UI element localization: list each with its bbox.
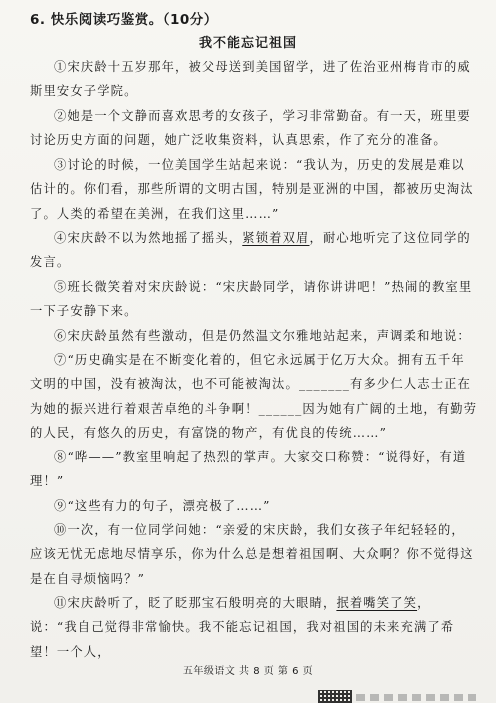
paragraph-text: ⑦“历史确实是在不断变化着的，但它永远属于亿万大众。拥有五千年文明的中国，没有被淘汰，也不可能被淘汰。_______有多少仁人志士正在为她的振兴进行着艰苦卓绝的斗争啊！______因为她有广阔的土地，有勤劳的人民，有悠久的历史，有富饶的物产，有优良的传统……” bbox=[30, 353, 478, 440]
underlined-phrase: 紧锁着双眉 bbox=[242, 231, 310, 245]
paragraph-text: ，说：“我自己觉得非常愉快。我不能忘记祖国，我对祖国的未来充满了希望！一个人， bbox=[30, 596, 455, 659]
paragraph-2 bbox=[30, 104, 478, 153]
article-title: 我不能忘记祖国 bbox=[198, 36, 297, 51]
paragraph-8 bbox=[30, 445, 478, 494]
paragraph-text: ④宋庆龄不以为然地摇了摇头， bbox=[54, 231, 243, 245]
paragraph-1 bbox=[30, 55, 478, 104]
paragraph-text: ⑥宋庆龄虽然有些激动，但是仍然温文尔雅地站起来，声调柔和地说： bbox=[54, 329, 471, 343]
paragraph-11 bbox=[30, 591, 478, 664]
paragraph-text: ①宋庆龄十五岁那年，被父母送到美国留学，进了佐治亚州梅肯市的威斯里安女子学院。 bbox=[30, 60, 471, 99]
qr-code-icon bbox=[318, 690, 352, 703]
paragraph-text: ⑤班长微笑着对宋庆龄说：“宋庆龄同学，请你讲讲吧！”热闹的教室里一下子安静下来。 bbox=[30, 280, 473, 319]
paragraph-text: ③讨论的时候，一位美国学生站起来说：“我认为，历史的发展是难以估计的。你们看，那些所谓的文明古国，特别是亚洲的中国，都被历史淘汰了。人类的希望在美洲，在我们这里……” bbox=[30, 158, 474, 221]
paragraph-9 bbox=[30, 494, 478, 518]
paragraph-7 bbox=[30, 348, 478, 445]
paragraph-3 bbox=[30, 153, 478, 226]
underlined-phrase: 抿着嘴笑了笑 bbox=[336, 596, 418, 610]
paragraph-text: ⑩一次，有一位同学问她：“亲爱的宋庆龄，我们女孩子年纪轻轻的，应该无忧无虑地尽情享乐，你为什么总是想着祖国啊、大众啊？你不觉得这是在自寻烦恼吗？” bbox=[30, 523, 474, 586]
paragraph-5 bbox=[30, 275, 478, 324]
page-footer: 五年级语文 共 8 页 第 6 页 bbox=[182, 666, 314, 677]
paragraph-text: ⑪宋庆龄听了，眨了眨那宝石般明亮的大眼睛， bbox=[54, 596, 337, 610]
paragraph-text: ⑧“哗——”教室里响起了热烈的掌声。大家交口称赞：“说得好，有道理！” bbox=[30, 450, 467, 489]
paragraph-text: ⑨“这些有力的句子，漂亮极了……” bbox=[54, 499, 271, 513]
paragraph-text: ②她是一个文静而喜欢思考的女孩子，学习非常勤奋。有一天，班里要讨论历史方面的问题，她广泛收集资料，认真思索，作了充分的准备。 bbox=[30, 109, 471, 148]
paragraph-4 bbox=[30, 226, 478, 275]
question-title: 6. 快乐阅读巧鉴赏。（10分） bbox=[30, 12, 218, 28]
faded-watermark bbox=[356, 694, 476, 701]
paragraph-10 bbox=[30, 518, 478, 591]
paragraph-6 bbox=[30, 324, 478, 348]
paragraph-text: ，耐心地听完了这位同学的发言。 bbox=[30, 231, 471, 270]
